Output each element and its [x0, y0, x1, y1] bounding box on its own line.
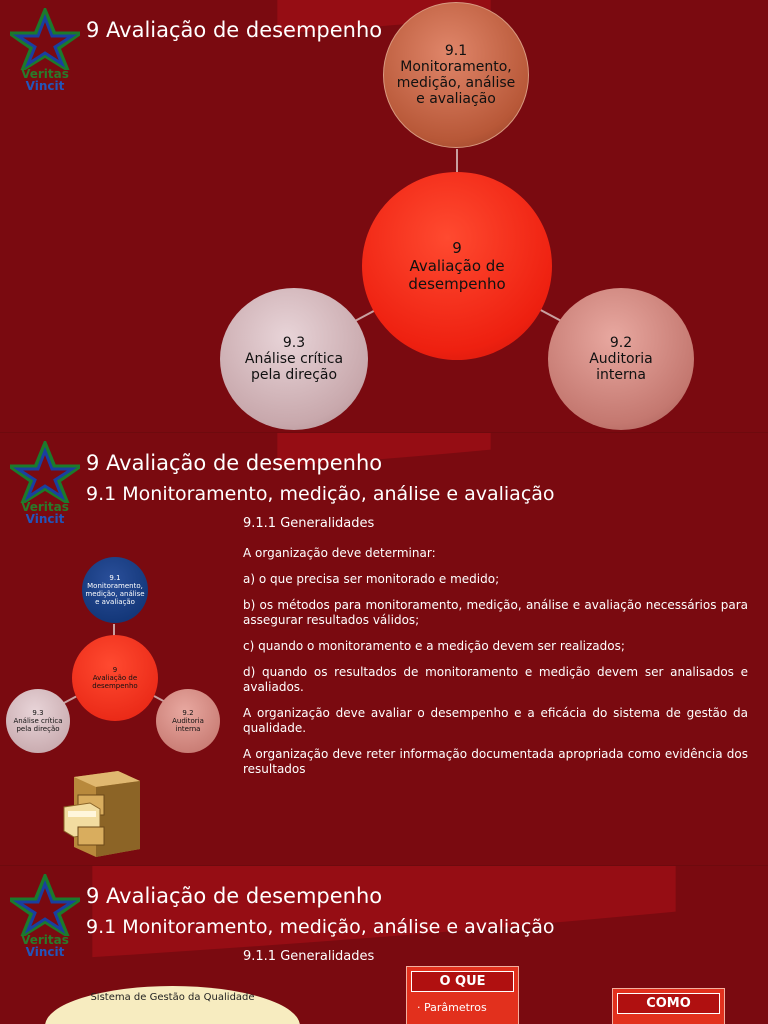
- circle-9-1: [383, 2, 529, 148]
- mini-9-3-line2: pela direção: [16, 725, 60, 733]
- paragraph-d: d) quando os resultados de monitoramento e medição devem ser analisados e avaliados.: [243, 665, 748, 694]
- slide-title: 9 Avaliação de desempenho: [86, 18, 383, 42]
- slide-3: [0, 866, 768, 1024]
- mini-9-3-line1: Análise crítica: [13, 717, 63, 725]
- circle-9-line2: desempenho: [408, 275, 506, 293]
- mini-9-3-num: 9.3: [32, 709, 44, 717]
- circle-9-1-num: 9.1: [444, 43, 468, 59]
- circle-9-1-line1: Monitoramento,: [400, 59, 512, 75]
- logo-line1: Veritas: [21, 500, 69, 514]
- circle-9-3-num: 9.3: [282, 335, 306, 351]
- circle-9-line1: Avaliação de: [409, 257, 505, 275]
- section-heading: 9.1.1 Generalidades: [243, 516, 375, 531]
- star-logo-icon: [10, 874, 80, 936]
- mini-9-line2: desempenho: [92, 682, 138, 690]
- circle-9-3-line1: Análise crítica: [244, 351, 344, 367]
- mini-circle-9-2: [156, 689, 220, 753]
- star-logo-icon: [10, 441, 80, 503]
- box-como-head: COMO: [617, 993, 720, 1014]
- circle-9: [362, 172, 552, 360]
- mini-circle-9-1: [82, 557, 148, 623]
- circle-9-3: [220, 288, 368, 430]
- box-como: [612, 988, 725, 1024]
- mini-9-1-line2: medição, análise: [85, 590, 145, 598]
- circle-9-2-num: 9.2: [609, 335, 633, 351]
- mini-circle-9: [72, 635, 158, 721]
- logo-line2: Vincit: [25, 512, 65, 526]
- slide-title: 9 Avaliação de desempenho: [86, 451, 383, 475]
- filing-cabinet-icon: [60, 767, 144, 859]
- slide-1: [0, 0, 768, 432]
- logo: [10, 874, 80, 964]
- circle-9-1-line2: medição, análise: [396, 75, 516, 91]
- mini-9-1-line3: e avaliação: [95, 598, 135, 606]
- circle-9-3-line2: pela direção: [250, 367, 338, 383]
- mini-9-2-num: 9.2: [182, 709, 194, 717]
- star-logo-icon: [10, 8, 80, 70]
- mini-9-num: 9: [112, 666, 118, 674]
- slide-subtitle: 9.1 Monitoramento, medição, análise e avaliação: [86, 916, 555, 938]
- paragraph-evaluate: A organização deve avaliar o desempenho e a eficácia do sistema de gestão da qualidade.: [243, 706, 748, 735]
- sgq-label: Sistema de Gestão da Qualidade: [90, 992, 255, 1003]
- logo-line1: Veritas: [21, 67, 69, 81]
- box-o-que-item: · Parâmetros: [417, 1001, 487, 1014]
- paragraph-a: a) o que precisa ser monitorado e medido;: [243, 572, 500, 586]
- mini-9-line1: Avaliação de: [92, 674, 138, 682]
- mini-9-2-line1: Auditoria: [172, 717, 204, 725]
- logo: [10, 8, 80, 98]
- slide-title: 9 Avaliação de desempenho: [86, 884, 383, 908]
- paragraph-b: b) os métodos para monitoramento, medição, análise e avaliação necessários para assegurar resultados válidos;: [243, 598, 748, 627]
- mini-circle-9-3: [6, 689, 70, 753]
- paragraph-intro: A organização deve determinar:: [243, 546, 436, 560]
- section-heading: 9.1.1 Generalidades: [243, 949, 375, 964]
- logo-line2: Vincit: [25, 79, 65, 93]
- circle-9-1-line3: e avaliação: [416, 91, 496, 107]
- paragraph-c: c) quando o monitoramento e a medição devem ser realizados;: [243, 639, 625, 653]
- paragraph-retain: A organização deve reter informação documentada apropriada como evidência dos resultados: [243, 747, 748, 776]
- box-o-que-head: O QUE: [411, 971, 514, 992]
- circle-9-2-line2: interna: [596, 367, 646, 383]
- logo: [10, 441, 80, 531]
- body-text: [243, 546, 748, 788]
- circle-9-2: [548, 288, 694, 430]
- logo-line1: Veritas: [21, 933, 69, 947]
- sgq-ellipse: [45, 986, 300, 1024]
- mini-9-1-num: 9.1: [109, 574, 121, 582]
- slide-subtitle: 9.1 Monitoramento, medição, análise e avaliação: [86, 483, 555, 505]
- logo-line2: Vincit: [25, 945, 65, 959]
- slide-2: [0, 433, 768, 865]
- box-o-que: [406, 966, 519, 1024]
- circle-9-num: 9: [452, 239, 462, 257]
- mini-9-2-line2: interna: [175, 725, 201, 733]
- circle-9-2-line1: Auditoria: [589, 351, 653, 367]
- mini-9-1-line1: Monitoramento,: [87, 582, 143, 590]
